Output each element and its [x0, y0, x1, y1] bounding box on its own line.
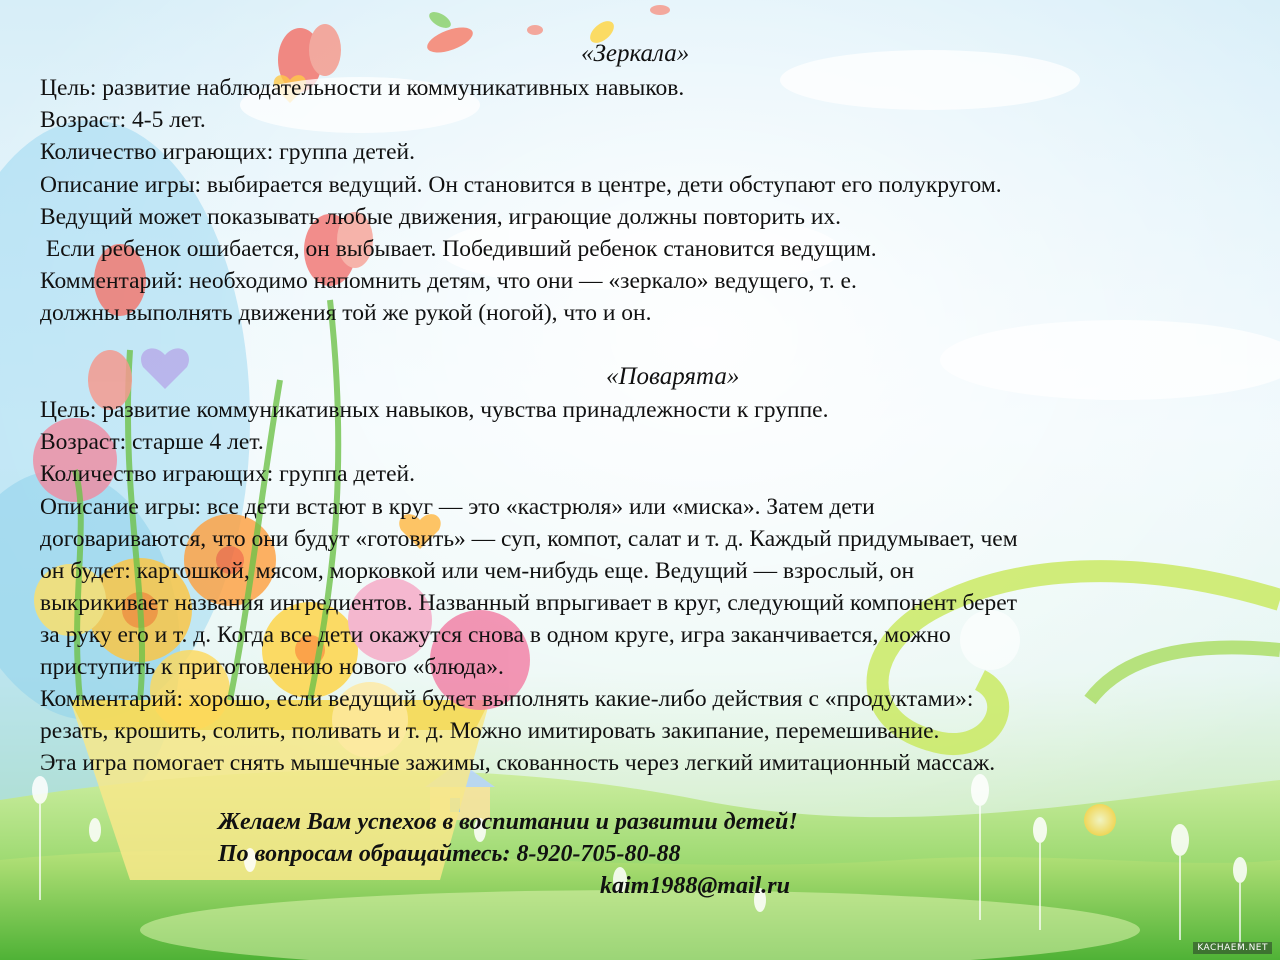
closing-contact: По вопросам обращайтесь: 8-920-705-80-88	[218, 841, 681, 867]
zerkala-players: Количество играющих: группа детей.	[40, 139, 415, 165]
zerkala-comment: Комментарий: необходимо напомнить детям, что они — «зеркало» ведущего, т. е.	[40, 268, 857, 294]
povaryata-description-3: он будет: картошкой, мясом, морковкой или чем-нибудь еще. Ведущий — взрослый, он	[40, 558, 915, 584]
zerkala-description-2: Ведущий может показывать любые движения, играющие должны повторить их.	[40, 204, 842, 230]
povaryata-goal: Цель: развитие коммуникативных навыков, чувства принадлежности к группе.	[40, 397, 829, 423]
zerkala-description-3: Если ребенок ошибается, он выбывает. Победивший ребенок становится ведущим.	[40, 236, 877, 262]
povaryata-comment: Комментарий: хорошо, если ведущий будет выполнять какие-либо действия с «продуктами»:	[40, 686, 974, 712]
zerkala-description: Описание игры: выбирается ведущий. Он становится в центре, дети обступают его полукругом.	[40, 172, 1002, 198]
game-title-povaryata: «Поварята»	[606, 363, 740, 390]
povaryata-description-5: за руку его и т. д. Когда все дети окажутся снова в одном круге, игра заканчивается, можно	[40, 622, 951, 648]
povaryata-age: Возраст: старше 4 лет.	[40, 429, 264, 455]
game-title-zerkala: «Зеркала»	[581, 40, 690, 67]
povaryata-description-4: выкрикивает названия ингредиентов. Названный впрыгивает в круг, следующий компонент берет	[40, 590, 1017, 616]
zerkala-comment-2: должны выполнять движения той же рукой (ногой), что и он.	[40, 300, 652, 326]
povaryata-comment-2: резать, крошить, солить, поливать и т. д. Можно имитировать закипание, перемешивание.	[40, 718, 940, 744]
watermark-logo: KACHAEM.NET	[1193, 942, 1272, 954]
povaryata-description: Описание игры: все дети встают в круг — это «кастрюля» или «миска». Затем дети	[40, 494, 875, 520]
povaryata-description-2: договариваются, что они будут «готовить» — суп, компот, салат и т. д. Каждый придумывает, чем	[40, 526, 1018, 552]
closing-email[interactable]: kaim1988@mail.ru	[600, 873, 790, 899]
zerkala-age: Возраст: 4-5 лет.	[40, 107, 206, 133]
closing-wish: Желаем Вам успехов в воспитании и развитии детей!	[218, 809, 798, 835]
povaryata-comment-3: Эта игра помогает снять мышечные зажимы, скованность через легкий имитационный массаж.	[40, 750, 996, 776]
povaryata-players: Количество играющих: группа детей.	[40, 461, 415, 487]
zerkala-goal: Цель: развитие наблюдательности и коммуникативных навыков.	[40, 75, 685, 101]
povaryata-description-6: приступить к приготовлению нового «блюда».	[40, 654, 504, 680]
